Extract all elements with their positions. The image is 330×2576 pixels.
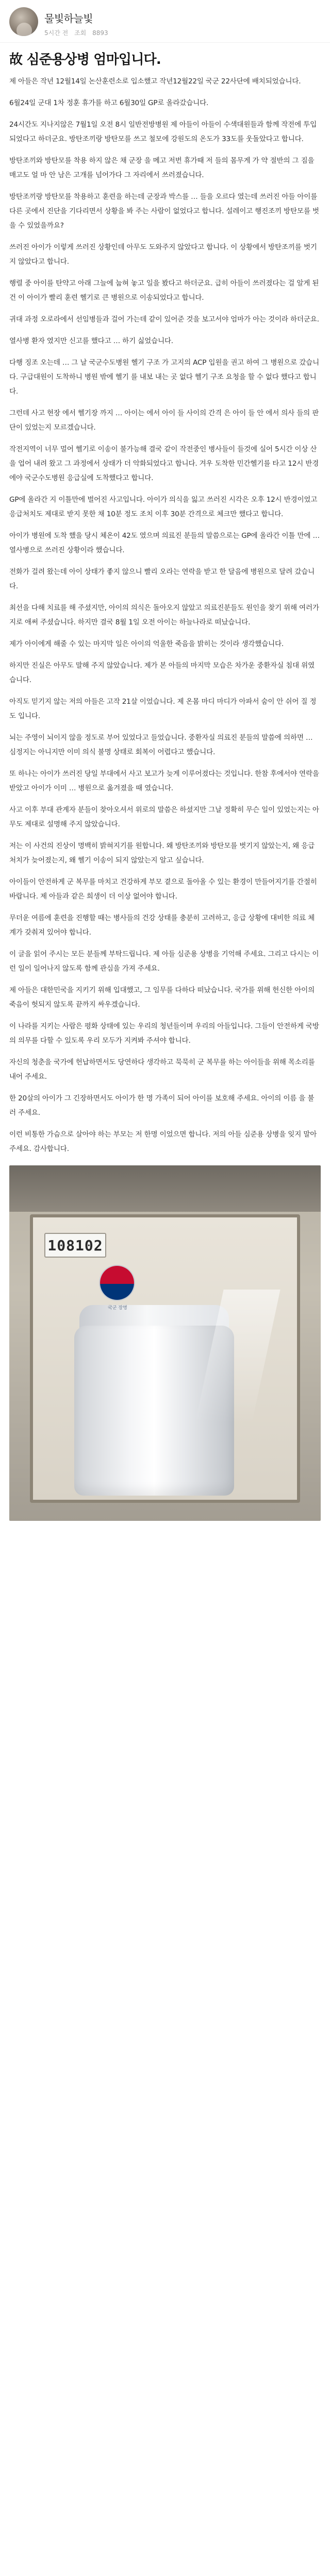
author-avatar[interactable] <box>9 7 38 36</box>
body-paragraph: GP에 올라간 지 이틀만에 벌어진 사고입니다. 아이가 의식을 잃고 쓰러진 시각은 오후 12시 반경이었고 응급처치도 제대로 받지 못한 채 10분 정도 조치 이후 30분 간격으로 체크만 했다고 합니다. <box>9 496 318 518</box>
body-paragraph: 뇌는 주영이 뇌이지 않을 정도로 부어 있었다고 들었습니다. 중환자실 의료진 분들의 말씀에 의하면 … 심정지는 아니지만 이미 의식 불명 상태로 회복이 어렵다고 했습니다. <box>9 734 313 756</box>
body-paragraph: 한 20살의 아이가 그 긴장하면서도 아이가 한 명 가족이 되어 아이를 보호해 주세요. 아이의 이름 을 불러 주세요. <box>9 1094 315 1117</box>
views-count: 8893 <box>92 29 108 37</box>
body-paragraph: 제 아들은 작년 12월14일 논산훈련소로 입소했고 작년12월22일 국군 22사단에 배치되었습니다. <box>9 77 301 86</box>
body-paragraph: 다행 징조 오는데 … 그 날 국군수도병원 헬기 구조 가 고지의 ACP 입원을 권고 하여 그 병원으로 갔습니다. 구급대원이 도착하니 병원 밖에 헬기 를 내보 내는 곳 없다 헬기 구조 요청을 할 수 없다 했다고 합니다. <box>9 359 319 396</box>
body-paragraph: 쓰러진 아이가 이렇게 쓰러진 상황인데 아무도 도와주지 않았다고 합니다. 이 상황에서 방탄조끼를 벗기지 않았다고 합니다. <box>9 243 317 266</box>
body-paragraph: 방탄조끼와 방탄모를 착용 하지 않은 채 군장 을 메고 저번 휴가때 저 들의 몸무게 가 약 절반의 그 짐을 매고도 얼 마 안 남은 고개를 넘어가다 그 자리에서 쓰러졌습니다. <box>9 157 315 179</box>
author-block <box>44 7 108 37</box>
body-paragraph: 그런데 사고 현장 에서 헬기장 까지 … 아이는 에서 아이 들 사이의 간격 은 아이 들 안 에서 의사 들의 판단이 있었는지 모르겠습니다. <box>9 409 319 432</box>
body-paragraph: 제 아들은 대한민국을 지키기 위해 입대했고, 그 임무를 다하다 떠났습니다. 국가를 위해 헌신한 아이의 죽음이 헛되지 않도록 끝까지 싸우겠습니다. <box>9 986 315 1009</box>
body-paragraph: 방탄조끼랑 방탄모를 착용하고 훈련을 하는데 군장과 박스를 … 들을 오르다 였는데 쓰러진 아들 아이를 다른 곳에서 진단을 기다리면서 상황을 봐 주는 사람이 없었다고 합니다. 설레이고 행진조끼 방탄모를 벗을 수 있었을까요? <box>9 193 319 230</box>
author-name[interactable]: 물빛하늘빛 <box>44 12 93 25</box>
body-paragraph: 이런 비통한 가슴으로 살아야 하는 부모는 저 한명 이었으면 합니다. 저의 아들 심준용 상병을 잊지 말아 주세요. 감사합니다. <box>9 1130 317 1153</box>
body-paragraph: 최선을 다해 치료를 해 주셨지만, 아이의 의식은 돌아오지 않았고 의료진분들도 원인을 찾기 위해 여러가지로 애써 주셨습니다. 하지만 결국 8월 1일 오전 아이는 하늘나라로 떠났습니다. <box>9 604 319 626</box>
emblem-caption: 국군 장병 <box>108 1306 127 1311</box>
post-body <box>0 72 330 1156</box>
body-paragraph: 또 하나는 아이가 쓰러진 당일 부대에서 사고 보고가 늦게 이루어졌다는 것입니다. 한참 후에서야 연락을 받았고 아이가 이미 … 병원으로 옮겨졌을 때 였습니다. <box>9 770 319 792</box>
body-paragraph: 하지만 진실은 아무도 말해 주지 않았습니다. 제가 본 아들의 마지막 모습은 차가운 중환자실 침대 위였습니다. <box>9 662 315 684</box>
post-title: 故 심준용상병 엄마입니다. <box>0 42 330 72</box>
post-time: 5시간 전 <box>44 29 69 37</box>
body-paragraph: 6월24일 군대 1차 정훈 휴가를 하고 6월30일 GP로 올라갔습니다. <box>9 99 209 107</box>
post-header <box>0 0 330 42</box>
niche-number-plate: 108102 <box>44 1233 106 1258</box>
body-paragraph: 아이들이 안전하게 군 복무를 마치고 건강하게 부모 곁으로 돌아올 수 있는 환경이 만들어지기를 간절히 바랍니다. 제 아들과 같은 희생이 더 이상 없어야 합니다. <box>9 878 317 901</box>
memorial-photo[interactable] <box>9 1165 321 1521</box>
body-paragraph: 아직도 믿기지 않는 저의 아들은 고작 21살 이었습니다. 제 온몸 마디 마디가 아파서 숨이 안 쉬어 질 정도 입니다. <box>9 698 317 720</box>
photo-container <box>0 1165 330 1521</box>
body-paragraph: 24시간도 지나지않은 7월1일 오전 8시 일반전방병원 제 아들이 아들이 수색대원들과 함께 작전에 투입되었다고 하더군요. 방탄조끼랑 방탄모를 쓰고 철모에 강원도의 온도가 33도를 웃돌았다고 합니다. <box>9 121 317 143</box>
body-paragraph: 무더운 여름에 훈련을 진행할 때는 병사들의 건강 상태를 충분히 고려하고, 응급 상황에 대비한 의료 체계가 갖춰져 있어야 합니다. <box>9 914 315 937</box>
body-paragraph: 열사병 환자 였지만 신고를 했다고 … 하기 싫었습니다. <box>9 337 173 345</box>
body-paragraph: 제가 아이에게 해줄 수 있는 마지막 일은 아이의 억울한 죽음을 밝히는 것이라 생각했습니다. <box>9 640 284 648</box>
body-paragraph: 이 나라를 지키는 사람은 평화 상태에 있는 우리의 청년들이며 우리의 아들입니다. 그들이 안전하게 국방의 의무를 다할 수 있도록 우리 모두가 지켜봐 주셔야 합니다. <box>9 1022 319 1045</box>
views-label: 조회 <box>74 29 87 37</box>
shelf-top <box>9 1165 321 1212</box>
columbarium-niche <box>30 1214 300 1503</box>
body-paragraph: 작전지역이 너무 멀어 헬기로 이송이 불가능해 결국 같이 작전중인 병사들이 들것에 실어 5시간 이상 산을 업어 내려 왔고 그 과정에서 상태가 더 악화되었다고 합니다. 겨우 도착한 민간헬기를 타고 12시 반경에야 국군수도병원 응급실에 도착했다고 합니다. <box>9 445 319 482</box>
body-paragraph: 자신의 청춘을 국가에 헌납하면서도 당연하다 생각하고 묵묵히 군 복무를 하는 아이들을 위해 목소리를 내어 주세요. <box>9 1058 315 1081</box>
body-paragraph: 전화가 걸려 왔는데 아이 상태가 좋지 않으니 빨리 오라는 연락을 받고 한 달음에 병원으로 달려 갔습니다. <box>9 568 315 590</box>
body-paragraph: 이 글을 읽어 주시는 모든 분들께 부탁드립니다. 제 아들 심준용 상병을 기억해 주세요. 그리고 다시는 이런 일이 일어나지 않도록 함께 관심을 가져 주세요. <box>9 950 319 973</box>
emblem-icon <box>99 1265 135 1301</box>
body-paragraph: 행렬 중 아이를 탄약고 아래 그늘에 눕혀 놓고 일을 봤다고 하더군요. 급히 아들이 쓰러졌다는 걸 알게 된 건 이 아이가 빨리 훈련 헬기로 큰 병원으로 이송되었다고 합니다. <box>9 279 319 302</box>
body-paragraph: 사고 이후 부대 관계자 분들이 찾아오셔서 위로의 말씀은 하셨지만 그날 정확히 무슨 일이 있었는지는 아무도 제대로 설명해 주지 않았습니다. <box>9 806 319 828</box>
body-paragraph: 귀대 과정 오로라에서 선임병들과 걸어 가는데 같이 있어준 것을 보고서야 엄마가 아는 것이라 하더군요. <box>9 315 319 324</box>
body-paragraph: 아이가 병원에 도착 했을 당시 체온이 42도 였으며 의료진 분들의 말씀으로는 GP에 올라간 이틀 만에 … 열사병으로 쓰러진 상황이라 했습니다. <box>9 532 320 554</box>
body-paragraph: 저는 이 사건의 진상이 명백히 밝혀지기를 원합니다. 왜 방탄조끼와 방탄모를 벗기지 않았는지, 왜 응급 처치가 늦어졌는지, 왜 헬기 이송이 되지 않았는지 알고 싶습니다. <box>9 842 315 865</box>
post-meta <box>44 28 108 37</box>
